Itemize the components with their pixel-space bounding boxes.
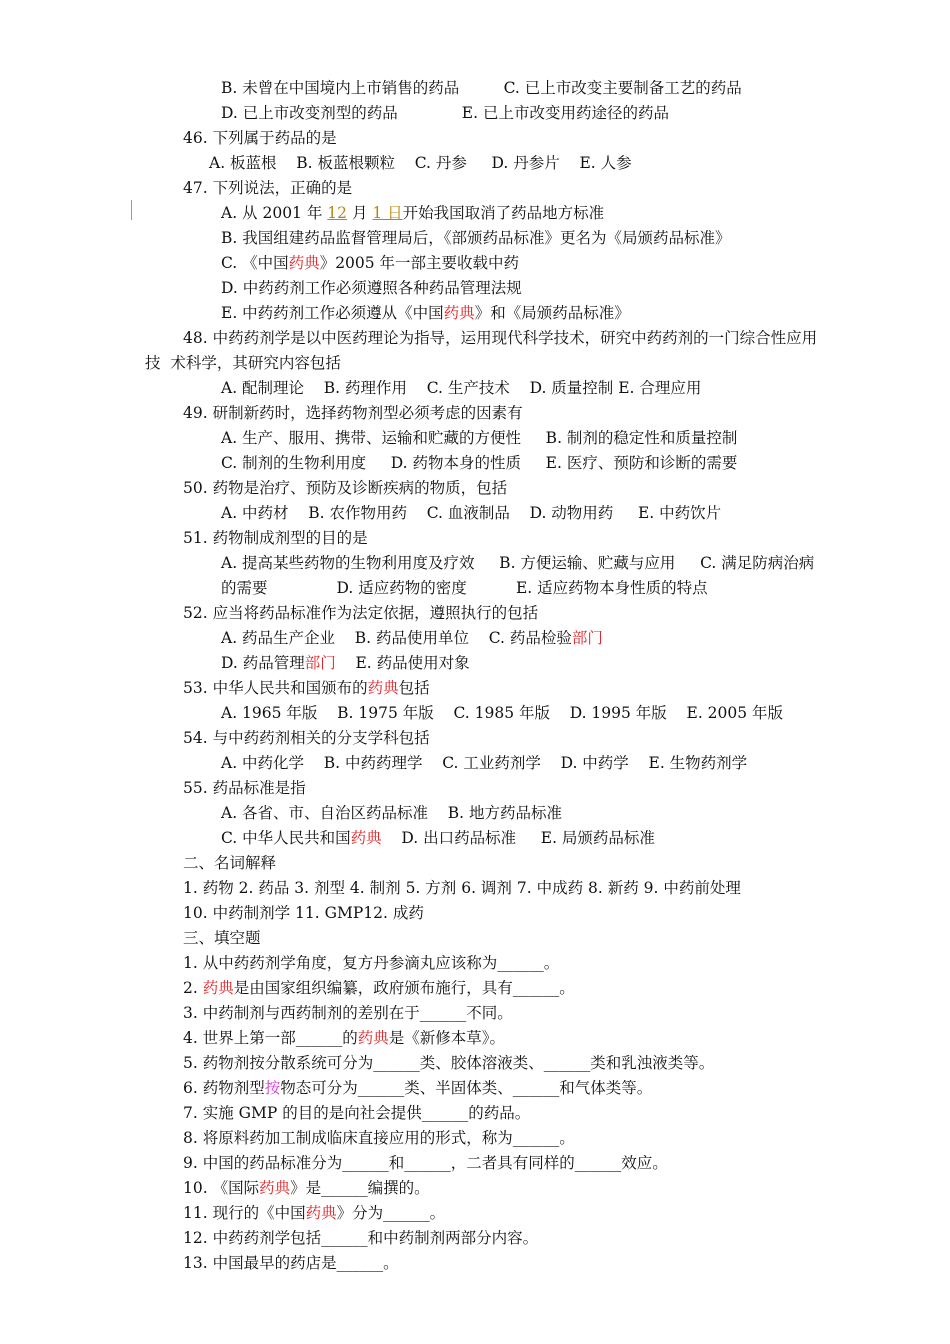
highlighted-text: 药典 <box>305 1204 337 1222</box>
text-run: 》2005 年一部主要收载中药 <box>319 254 520 272</box>
highlighted-text: 药典 <box>357 1029 389 1047</box>
text-run: 是由国家组织编纂，政府颁布施行，具有______。 <box>233 979 575 997</box>
highlighted-text: 部门 <box>571 629 603 647</box>
text-line <box>221 303 630 323</box>
text-run: 三、填空题 <box>183 929 261 947</box>
text-line <box>221 428 737 448</box>
text-run: 6. 药物剂型 <box>183 1079 265 1097</box>
text-run: 1. 从中药药剂学角度，复方丹参滴丸应该称为______。 <box>183 954 560 972</box>
text-run: A. 各省、市、自治区药品标准 B. 地方药品标准 <box>221 804 563 822</box>
highlighted-text: 药典 <box>443 304 475 322</box>
text-line <box>221 828 655 848</box>
text-line <box>221 78 742 98</box>
text-run: 物态可分为______类、半固体类、______和气体类等。 <box>280 1079 653 1097</box>
text-run: 的需要 D. 适应药物的密度 E. 适应药物本身性质的特点 <box>221 579 708 597</box>
text-run: D. 出口药品标准 E. 局颁药品标准 <box>381 829 655 847</box>
text-line <box>183 478 507 498</box>
highlighted-text: 按 <box>264 1079 281 1097</box>
text-line <box>183 978 575 998</box>
text-run: B. 未曾在中国境内上市销售的药品 C. 已上市改变主要制备工艺的药品 <box>221 79 742 97</box>
text-line <box>183 1078 652 1098</box>
text-run: A. 提高某些药物的生物利用度及疗效 B. 方便运输、贮藏与应用 C. 满足防病治病 <box>221 554 815 572</box>
text-run: 》是______编撰的。 <box>290 1179 430 1197</box>
text-line <box>221 203 604 223</box>
text-line <box>183 403 523 423</box>
cursor-bar <box>131 200 132 220</box>
text-run: 是《新修本草》。 <box>388 1029 505 1047</box>
text-run: 10. 《国际 <box>183 1179 260 1197</box>
text-line <box>221 753 747 773</box>
text-run: 50. 药物是治疗、预防及诊断疾病的物质，包括 <box>183 479 508 497</box>
text-line <box>183 928 261 948</box>
text-line <box>221 503 721 523</box>
text-run: 3. 中药制剂与西药制剂的差别在于______不同。 <box>183 1004 513 1022</box>
text-run: A. 从 2001 年 <box>221 204 328 222</box>
text-run: C. 制剂的生物利用度 D. 药物本身的性质 E. 医疗、预防和诊断的需要 <box>221 454 738 472</box>
text-line <box>209 153 632 173</box>
text-run: 5. 药物剂按分散系统可分为______类、胶体溶液类、______类和乳浊液类等。 <box>183 1054 715 1072</box>
text-line <box>183 728 430 748</box>
text-run: D. 药品管理 <box>221 654 305 672</box>
text-line <box>221 628 603 648</box>
text-run: 开始我国取消了药品地方标准 <box>402 204 605 222</box>
text-line <box>221 453 737 473</box>
text-run: 8. 将原料药加工制成临床直接应用的形式，称为______。 <box>183 1129 575 1147</box>
highlighted-text: 药典 <box>202 979 234 997</box>
text-line <box>183 1103 530 1123</box>
text-line <box>183 128 337 148</box>
highlighted-text: 1 日 <box>372 204 403 222</box>
text-line <box>183 878 741 898</box>
text-run: E. 中药药剂工作必须遵从《中国 <box>221 304 444 322</box>
text-run: 49. 研制新药时，选择药物剂型必须考虑的因素有 <box>183 404 523 422</box>
text-run: A. 药品生产企业 B. 药品使用单位 C. 药品检验 <box>221 629 572 647</box>
text-line <box>145 353 341 373</box>
text-run: D. 已上市改变剂型的药品 E. 已上市改变用药途径的药品 <box>221 104 669 122</box>
text-run: 48. 中药药剂学是以中医药理论为指导，运用现代科学技术，研究中药药剂的一门综合性应用 <box>183 329 818 347</box>
text-run: 46. 下列属于药品的是 <box>183 129 337 147</box>
text-run: A. 1965 年版 B. 1975 年版 C. 1985 年版 D. 1995 年版 E. 2005 年版 <box>221 704 784 722</box>
text-line <box>221 553 814 573</box>
highlighted-text: 部门 <box>304 654 336 672</box>
text-run: A. 生产、服用、携带、运输和贮藏的方便性 B. 制剂的稳定性和质量控制 <box>221 429 738 447</box>
text-run: C. 《中国 <box>221 254 289 272</box>
text-run: A. 中药材 B. 农作物用药 C. 血液制品 D. 动物用药 E. 中药饮片 <box>221 504 722 522</box>
text-run: 54. 与中药药剂相关的分支学科包括 <box>183 729 430 747</box>
text-line <box>221 103 669 123</box>
text-line <box>221 253 519 273</box>
text-run: 51. 药物制成剂型的目的是 <box>183 529 368 547</box>
highlighted-text: 药典 <box>367 679 399 697</box>
text-run: A. 板蓝根 B. 板蓝根颗粒 C. 丹参 D. 丹参片 E. 人参 <box>209 154 632 172</box>
text-line <box>183 1178 430 1198</box>
text-line <box>183 178 352 198</box>
text-line <box>221 278 522 298</box>
text-run: 12. 中药药剂学包括______和中药制剂两部分内容。 <box>183 1229 539 1247</box>
text-run: 4. 世界上第一部______的 <box>183 1029 358 1047</box>
text-run: 》和《局颁药品标准》 <box>474 304 630 322</box>
text-line <box>221 703 783 723</box>
text-run: 10. 中药制剂学 11. GMP12. 成药 <box>183 904 424 922</box>
text-run: E. 药品使用对象 <box>335 654 470 672</box>
text-run: C. 中华人民共和国 <box>221 829 351 847</box>
text-run: 47. 下列说法，正确的是 <box>183 179 353 197</box>
text-line <box>183 1153 668 1173</box>
text-line <box>221 803 562 823</box>
text-line <box>183 1203 445 1223</box>
text-run: 53. 中华人民共和国颁布的 <box>183 679 368 697</box>
text-run: 》分为______。 <box>336 1204 446 1222</box>
text-run: A. 中药化学 B. 中药药理学 C. 工业药剂学 D. 中药学 E. 生物药剂学 <box>221 754 748 772</box>
text-run: 13. 中国最早的药店是______。 <box>183 1254 399 1272</box>
text-run: 包括 <box>398 679 430 697</box>
text-line <box>183 778 306 798</box>
text-run: 技 术科学，其研究内容包括 <box>145 354 341 372</box>
text-line <box>183 528 368 548</box>
text-line <box>183 678 430 698</box>
highlighted-text: 药典 <box>288 254 320 272</box>
text-line <box>183 1128 575 1148</box>
text-run: 1. 药物 2. 药品 3. 剂型 4. 制剂 5. 方剂 6. 调剂 7. 中成药 8. 新药 9. 中药前处理 <box>183 879 741 897</box>
text-line <box>221 378 701 398</box>
text-line <box>183 1053 714 1073</box>
text-run: 55. 药品标准是指 <box>183 779 306 797</box>
highlighted-text: 药典 <box>350 829 382 847</box>
text-line <box>183 1228 538 1248</box>
text-line <box>183 953 559 973</box>
text-run: 9. 中国的药品标准分为______和______，二者具有同样的______效应。 <box>183 1154 668 1172</box>
text-line <box>183 853 276 873</box>
text-run: 52. 应当将药品标准作为法定依据，遵照执行的包括 <box>183 604 539 622</box>
text-line <box>221 578 708 598</box>
text-run: A. 配制理论 B. 药理作用 C. 生产技术 D. 质量控制 E. 合理应用 <box>221 379 702 397</box>
text-line <box>183 1003 513 1023</box>
text-run: D. 中药药剂工作必须遵照各种药品管理法规 <box>221 279 522 297</box>
text-run: 11. 现行的《中国 <box>183 1204 306 1222</box>
text-line <box>183 603 538 623</box>
text-line <box>221 653 470 673</box>
text-line <box>183 328 817 348</box>
text-run: 月 <box>347 204 373 222</box>
text-run: 二、名词解释 <box>183 854 277 872</box>
highlighted-text: 12 <box>327 204 348 222</box>
text-line <box>183 903 424 923</box>
text-line <box>183 1028 505 1048</box>
text-run: B. 我国组建药品监督管理局后，《部颁药品标准》更名为《局颁药品标准》 <box>221 229 731 247</box>
text-run: 2. <box>183 979 203 997</box>
text-line <box>183 1253 399 1273</box>
highlighted-text: 药典 <box>259 1179 291 1197</box>
text-run: 7. 实施 GMP 的目的是向社会提供______的药品。 <box>183 1104 531 1122</box>
text-line <box>221 228 731 248</box>
